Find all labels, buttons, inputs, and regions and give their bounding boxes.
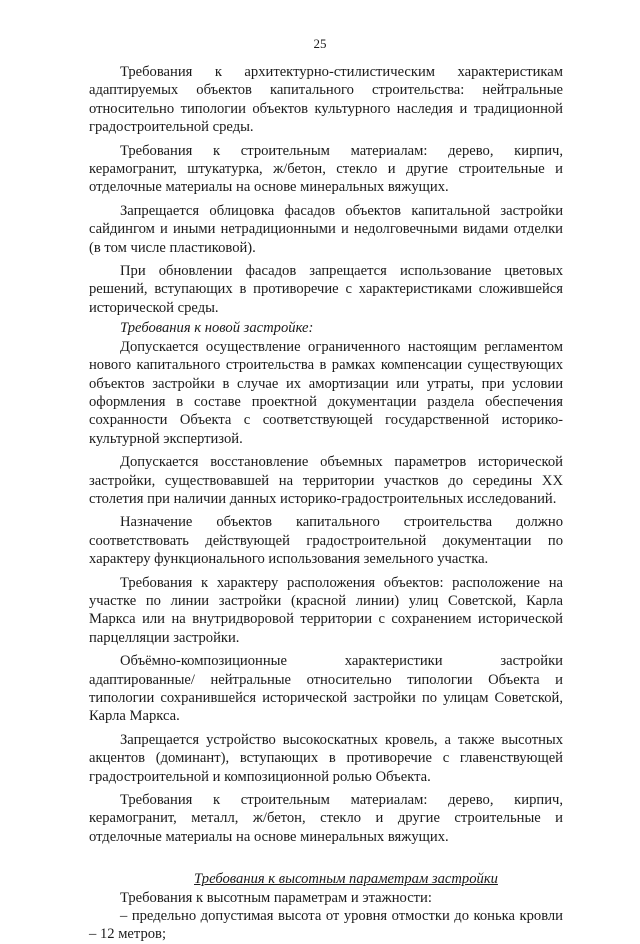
paragraph-height-requirements: Требования к высотным параметрам и этажности: — [120, 889, 432, 906]
paragraph-stylistic-requirements: Требования к архитектурно-стилистическим характеристикам адаптируемых объектов капитального строительства: нейтральные относительно типологии объектов культурного наследия и традиционной градостроительной среды. — [89, 64, 563, 136]
paragraph-facade-colors-ban: При обновлении фасадов запрещается использование цветовых решений, вступающих в противоречие с характеристиками сложившейся исторической среды. — [89, 263, 563, 316]
document-body — [89, 63, 563, 944]
section-heading-height-parameters: Требования к высотным параметрам застройки — [194, 871, 498, 888]
list-item-max-height: – предельно допустимая высота от уровня отмостки до конька кровли – 12 метров; — [89, 908, 563, 943]
paragraph-roof-ban: Запрещается устройство высокоскатных кровель, а также высотных акцентов (доминант), вступающих в противоречие с главенствующей градостроительной и композиционной ролью Объекта. — [89, 731, 563, 785]
paragraph-building-purpose: Назначение объектов капитального строительства должно соответствовать действующей градостроительной документации по характеру функционального использования земельного участка. — [89, 514, 563, 568]
paragraph-volume-restoration: Допускается восстановление объемных параметров исторической застройки, существовавшей на территории участков до середины XX столетия при наличии данных историко-градостроительных исследований. — [89, 454, 563, 507]
paragraph-volume-composition: Объёмно-композиционные характеристики застройки адаптированные/ нейтральные относительно типологии Объекта и типологии сохранившейся исторической застройки по улицам Советской, Карла Маркса. — [89, 653, 563, 725]
paragraph-new-construction-allowed: Допускается осуществление ограниченного настоящим регламентом нового капитального строительства в рамках компенсации существующих объектов застройки в случае их амортизации или утраты, при условии оформления в составе проектной документации раздела обеспечения сохранности Объекта с соответствующей государственной историко-культурной экспертизой. — [89, 338, 563, 447]
paragraph-building-materials-2: Требования к строительным материалам: дерево, кирпич, керамогранит, металл, ж/бетон, стекло и другие строительные и отделочные материалы на основе минеральных вяжущих. — [89, 792, 563, 845]
paragraph-placement-requirements: Требования к характеру расположения объектов: расположение на участке по линии застройки (красной линии) улиц Советской, Карла Маркса или на внутридворовой территории с сохранением исторической парцелляции застройки. — [89, 574, 563, 646]
paragraph-building-materials: Требования к строительным материалам: дерево, кирпич, керамогранит, штукатурка, ж/бетон, стекло и другие строительные и отделочные материалы на основе минеральных вяжущих. — [89, 142, 563, 196]
page-number: 25 — [313, 36, 327, 51]
paragraph-facade-cladding-ban: Запрещается облицовка фасадов объектов капитальной застройки сайдингом и иными нетрадиционными и недолговечными видами отделки (в том числе пластиковой). — [89, 202, 563, 256]
subheading-new-construction: Требования к новой застройке: — [120, 320, 314, 337]
